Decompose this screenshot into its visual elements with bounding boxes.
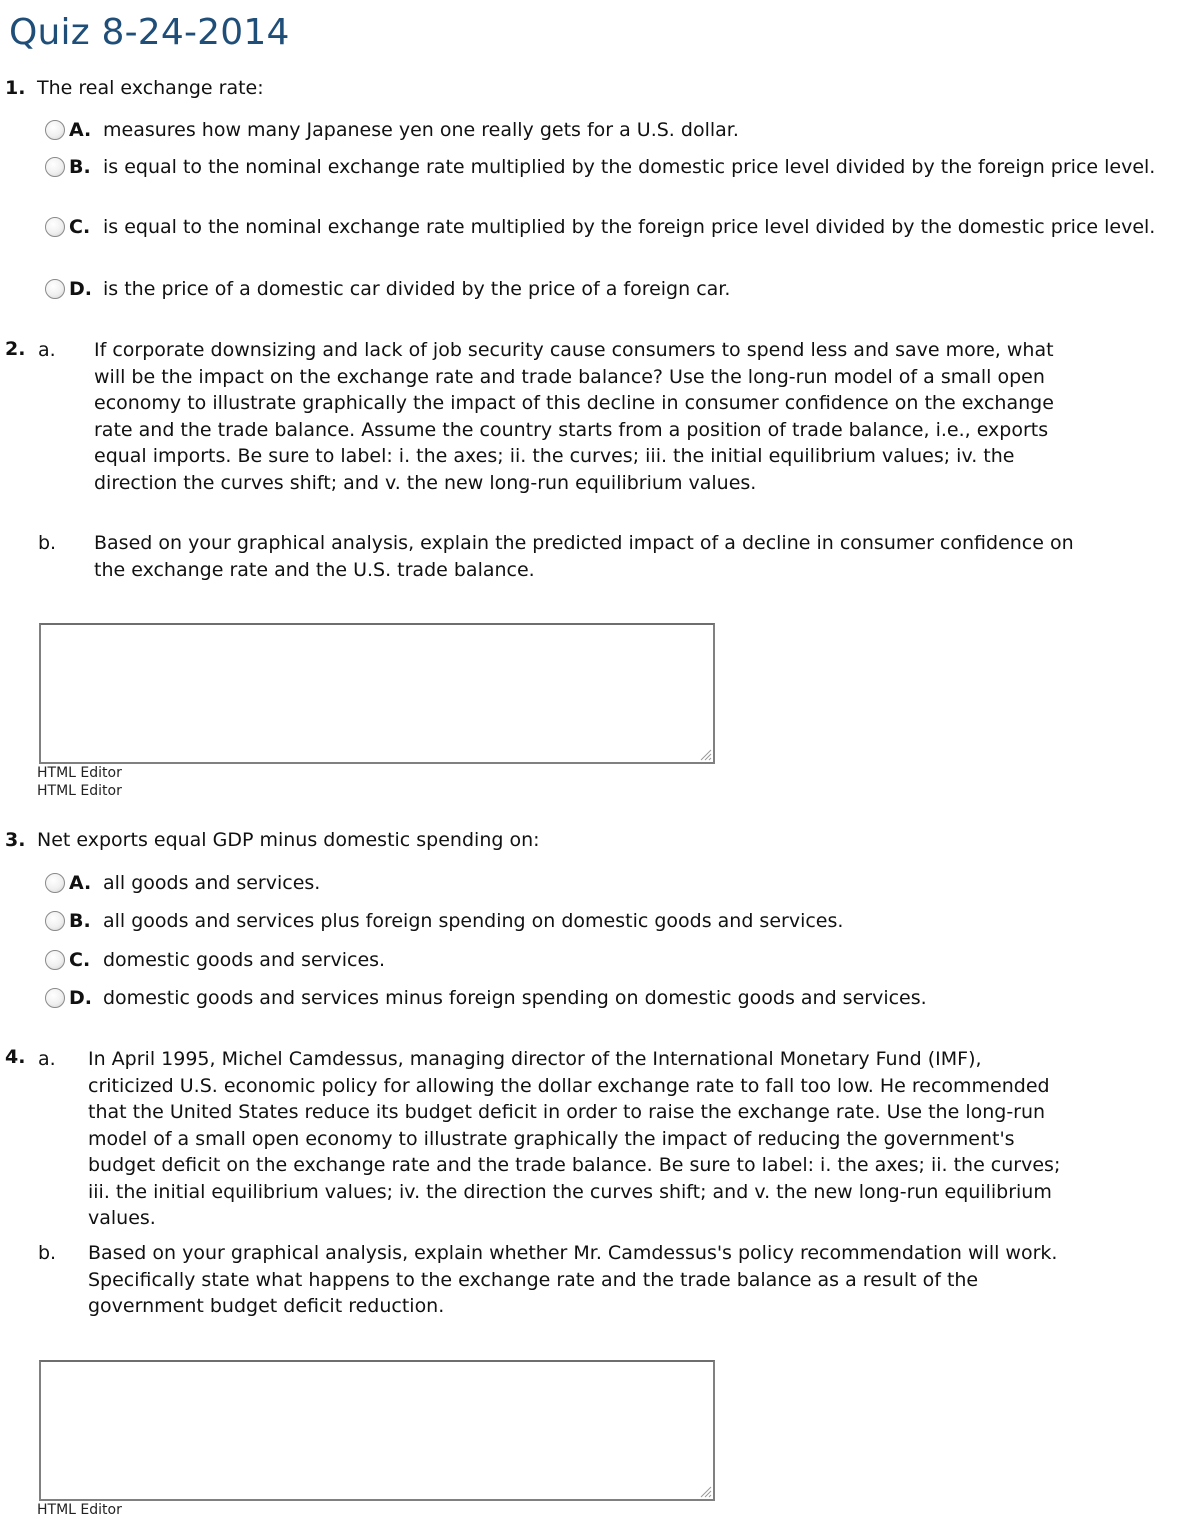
resize-grip-icon[interactable] bbox=[699, 1485, 712, 1498]
q3-choice-a[interactable] bbox=[45, 870, 1178, 896]
choice-text: all goods and services. bbox=[103, 872, 321, 894]
part-label: b. bbox=[38, 1242, 57, 1264]
choice-letter: D. bbox=[69, 987, 92, 1009]
choice-letter: D. bbox=[69, 278, 92, 300]
choice-letter: B. bbox=[69, 156, 91, 178]
q1-radio-a[interactable] bbox=[45, 120, 65, 140]
q2-part-b bbox=[38, 530, 1074, 583]
part-text: In April 1995, Michel Camdessus, managing director of the International Monetary Fund (IMF), criticized U.S. economic policy for allowing the dollar exchange rate to fall too low. He recommended that the United States reduce its budget deficit in order to raise the exchange rate. Use the long-run model of a small open economy to illustrate graphically the impact of reducing the government's budget deficit on the exchange rate and the trade balance. Be sure to label: i. the axes; ii. the curves; iii. the initial equilibrium values; iv. the direction the curves shift; and v. the new long-run equilibrium values. bbox=[88, 1048, 1061, 1229]
part-label: a. bbox=[38, 339, 56, 361]
question-1-stem: The real exchange rate: bbox=[37, 77, 264, 99]
q3-radio-d[interactable] bbox=[45, 988, 65, 1008]
choice-text: is the price of a domestic car divided by the price of a foreign car. bbox=[103, 278, 731, 300]
q1-radio-b[interactable] bbox=[45, 157, 65, 177]
choice-text: is equal to the nominal exchange rate multiplied by the domestic price level divided by the foreign price level. bbox=[103, 156, 1156, 178]
q2-part-a bbox=[38, 337, 1074, 496]
part-text: If corporate downsizing and lack of job security cause consumers to spend less and save more, what will be the impact on the exchange rate and trade balance? Use the long-run model of a small open economy to illustrate graphically the impact of this decline in consumer confidence on the exchange rate and the trade balance. Assume the country starts from a position of trade balance, i.e., exports equal imports. Be sure to label: i. the axes; ii. the curves; iii. the initial equilibrium values; iv. the direction the curves shift; and v. the new long-run equilibrium values. bbox=[94, 339, 1054, 494]
q3-choice-c[interactable] bbox=[45, 947, 1178, 973]
choice-letter: C. bbox=[69, 949, 91, 971]
q3-radio-b[interactable] bbox=[45, 911, 65, 931]
question-4-number: 4. bbox=[5, 1046, 26, 1068]
choice-text: domestic goods and services minus foreign spending on domestic goods and services. bbox=[103, 987, 927, 1009]
part-label: b. bbox=[38, 532, 57, 554]
q2-answer-textarea[interactable] bbox=[39, 623, 715, 764]
part-label: a. bbox=[38, 1048, 56, 1070]
choice-text: all goods and services plus foreign spending on domestic goods and services. bbox=[103, 910, 844, 932]
q4-part-a bbox=[38, 1046, 1073, 1232]
q4-part-b bbox=[38, 1240, 1073, 1320]
choice-letter: A. bbox=[69, 872, 92, 894]
choice-text: is equal to the nominal exchange rate multiplied by the foreign price level divided by the domestic price level. bbox=[103, 216, 1156, 238]
question-3-number: 3. bbox=[5, 829, 26, 851]
question-2-number: 2. bbox=[5, 338, 26, 360]
choice-letter: C. bbox=[69, 216, 91, 238]
resize-grip-icon[interactable] bbox=[699, 748, 712, 761]
q1-radio-d[interactable] bbox=[45, 279, 65, 299]
choice-text: domestic goods and services. bbox=[103, 949, 386, 971]
q1-radio-c[interactable] bbox=[45, 217, 65, 237]
editor-label: HTML Editor bbox=[37, 765, 122, 781]
question-1-number: 1. bbox=[5, 77, 26, 99]
q3-radio-c[interactable] bbox=[45, 950, 65, 970]
q1-choice-c[interactable] bbox=[45, 214, 1178, 240]
choice-letter: B. bbox=[69, 910, 91, 932]
page-title: Quiz 8-24-2014 bbox=[9, 12, 290, 53]
q3-radio-a[interactable] bbox=[45, 873, 65, 893]
q1-choice-d[interactable] bbox=[45, 276, 1178, 302]
editor-label: HTML Editor bbox=[37, 1502, 122, 1518]
part-text: Based on your graphical analysis, explain whether Mr. Camdessus's policy recommendation will work. Specifically state what happens to the exchange rate and the trade balance as a result of the government budget deficit reduction. bbox=[88, 1242, 1058, 1317]
q4-answer-textarea[interactable] bbox=[39, 1360, 715, 1501]
q1-choice-b[interactable] bbox=[45, 154, 1178, 180]
q3-choice-b[interactable] bbox=[45, 908, 1178, 934]
question-3-stem: Net exports equal GDP minus domestic spending on: bbox=[37, 829, 540, 851]
choice-letter: A. bbox=[69, 119, 92, 141]
q3-choice-d[interactable] bbox=[45, 985, 1178, 1011]
editor-label: HTML Editor bbox=[37, 783, 122, 799]
q1-choice-a[interactable] bbox=[45, 117, 1178, 143]
part-text: Based on your graphical analysis, explain the predicted impact of a decline in consumer confidence on the exchange rate and the U.S. trade balance. bbox=[94, 532, 1074, 581]
choice-text: measures how many Japanese yen one really gets for a U.S. dollar. bbox=[103, 119, 739, 141]
